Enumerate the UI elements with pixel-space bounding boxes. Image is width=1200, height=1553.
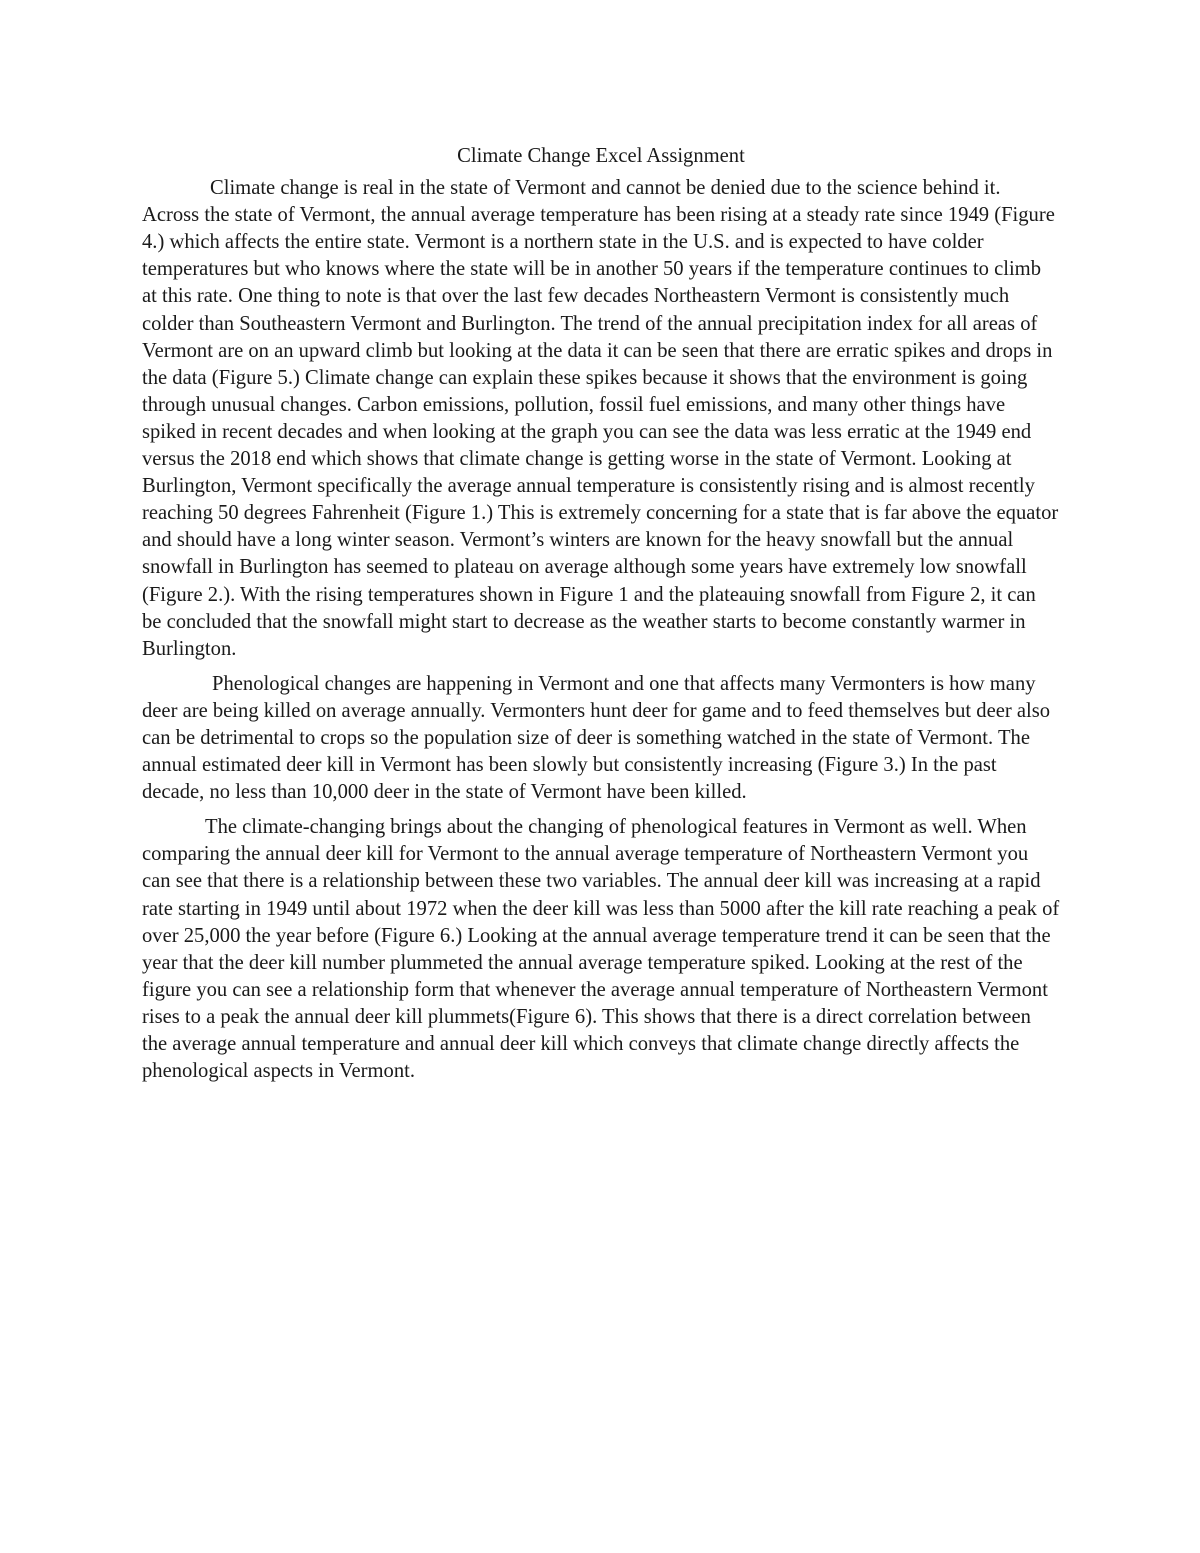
paragraph-climate-change: Climate change is real in the state of Vermont and cannot be denied due to the science behind it. Across the state of Vermont, the annual average temperature has been rising at a steady rate since 1949 (Figure 4.) which affects the entire state. Vermont is a northern state in the U.S. and is expected to have colder temperatures but who knows where the state will be in another 50 years if the temperature continues to climb at this rate. One thing to note is that over the last few decades Northeastern Vermont is consistently much colder than Southeastern Vermont and Burlington. The trend of the annual precipitation index for all areas of Vermont are on an upward climb but looking at the data it can be seen that there are erratic spikes and drops in the data (Figure 5.) Climate change can explain these spikes because it shows that the environment is going through unusual changes. Carbon emissions, pollution, fossil fuel emissions, and many other things have spiked in recent decades and when looking at the graph you can see the data was less erratic at the 1949 end versus the 2018 end which shows that climate change is getting worse in the state of Vermont. Looking at Burlington, Vermont specifically the average annual temperature is consistently rising and is almost recently reaching 50 degrees Fahrenheit (Figure 1.) This is extremely concerning for a state that is far above the equator and should have a long winter season. Vermont’s winters are known for the heavy snowfall but the annual snowfall in Burlington has seemed to plateau on average although some years have extremely low snowfall (Figure 2.). With the rising temperatures shown in Figure 1 and the plateauing snowfall from Figure 2, it can be concluded that the snowfall might start to decrease as the weather starts to become constantly warmer in Burlington. (142, 177, 1059, 660)
paragraph-deer-kill-correlation: The climate-changing brings about the changing of phenological features in Vermont as well. When comparing the annual deer kill for Vermont to the annual average temperature of Northeastern Vermont you can see that there is a relationship between these two variables. The annual deer kill was increasing at a rapid rate starting in 1949 until about 1972 when the deer kill was less than 5000 after the kill rate reaching a peak of over 25,000 the year before (Figure 6.) Looking at the annual average temperature trend it can be seen that the year that the deer kill number plummeted the annual average temperature spiked. Looking at the rest of the figure you can see a relationship form that whenever the average annual temperature of Northeastern Vermont rises to a peak the annual deer kill plummets(Figure 6). This shows that there is a direct correlation between the average annual temperature and annual deer kill which conveys that climate change directly affects the phenological aspects in Vermont. (142, 816, 1060, 1083)
paragraph-phenological-changes: Phenological changes are happening in Vermont and one that affects many Vermonters is how many deer are being killed on average annually. Vermonters hunt deer for game and to feed themselves but deer also can be detrimental to crops so the population size of deer is something watched in the state of Vermont. The annual estimated deer kill in Vermont has been slowly but consistently increasing (Figure 3.) In the past decade, no less than 10,000 deer in the state of Vermont have been killed. (142, 672, 1051, 804)
document-body (142, 143, 1060, 1093)
document-title: Climate Change Excel Assignment (457, 145, 745, 167)
